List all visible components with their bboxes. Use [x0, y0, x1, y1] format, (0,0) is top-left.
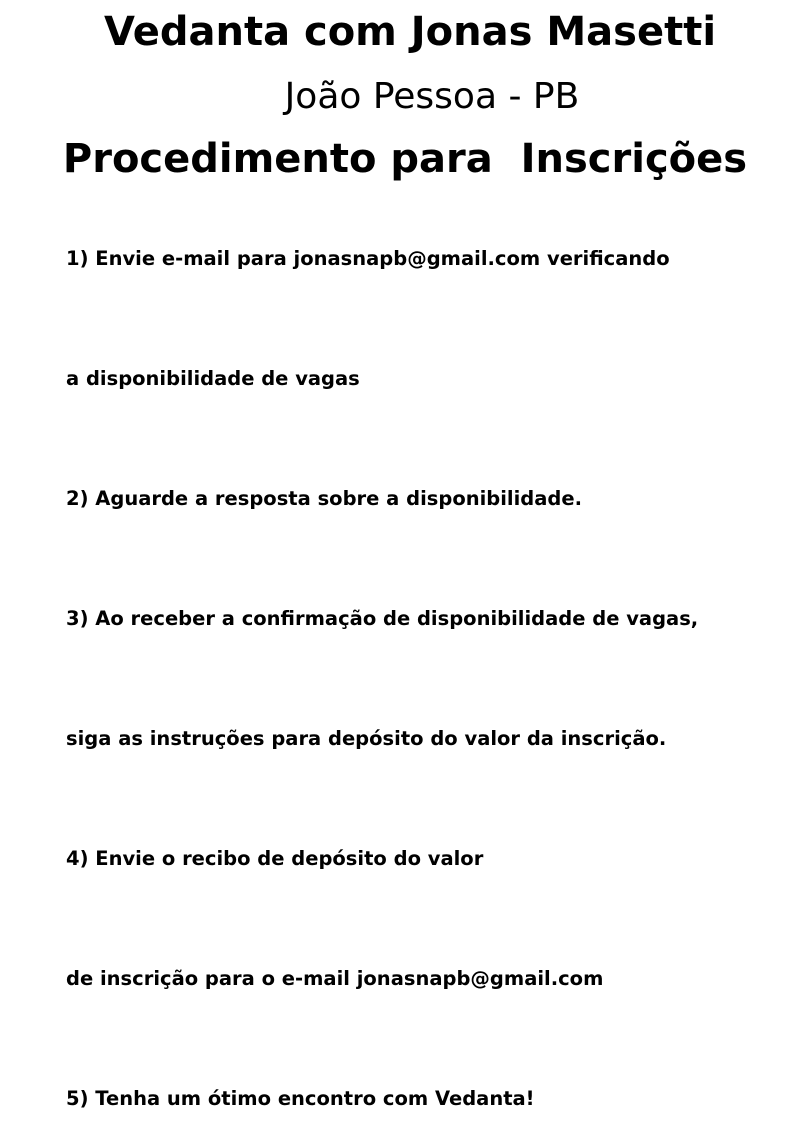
- location-subtitle: João Pessoa - PB: [284, 76, 580, 117]
- procedure-heading: Procedimento para Inscrições: [62, 136, 748, 182]
- instruction-line-1: 1) Envie e-mail para jonasnapb@gmail.com verificando: [66, 247, 670, 270]
- instruction-line-8: 5) Tenha um ótimo encontro com Vedanta!: [66, 1087, 535, 1110]
- instruction-line-4: 3) Ao receber a confirmação de disponibilidade de vagas,: [66, 607, 699, 630]
- instruction-line-6: 4) Envie o recibo de depósito do valor: [66, 847, 484, 870]
- instruction-line-5: siga as instruções para depósito do valor da inscrição.: [66, 727, 667, 750]
- instruction-line-2: a disponibilidade de vagas: [66, 367, 360, 390]
- instruction-line-7: de inscrição para o e-mail jonasnapb@gmail.com: [66, 967, 604, 990]
- document-title: Vedanta com Jonas Masetti: [103, 9, 717, 55]
- instruction-line-3: 2) Aguarde a resposta sobre a disponibilidade.: [66, 487, 583, 510]
